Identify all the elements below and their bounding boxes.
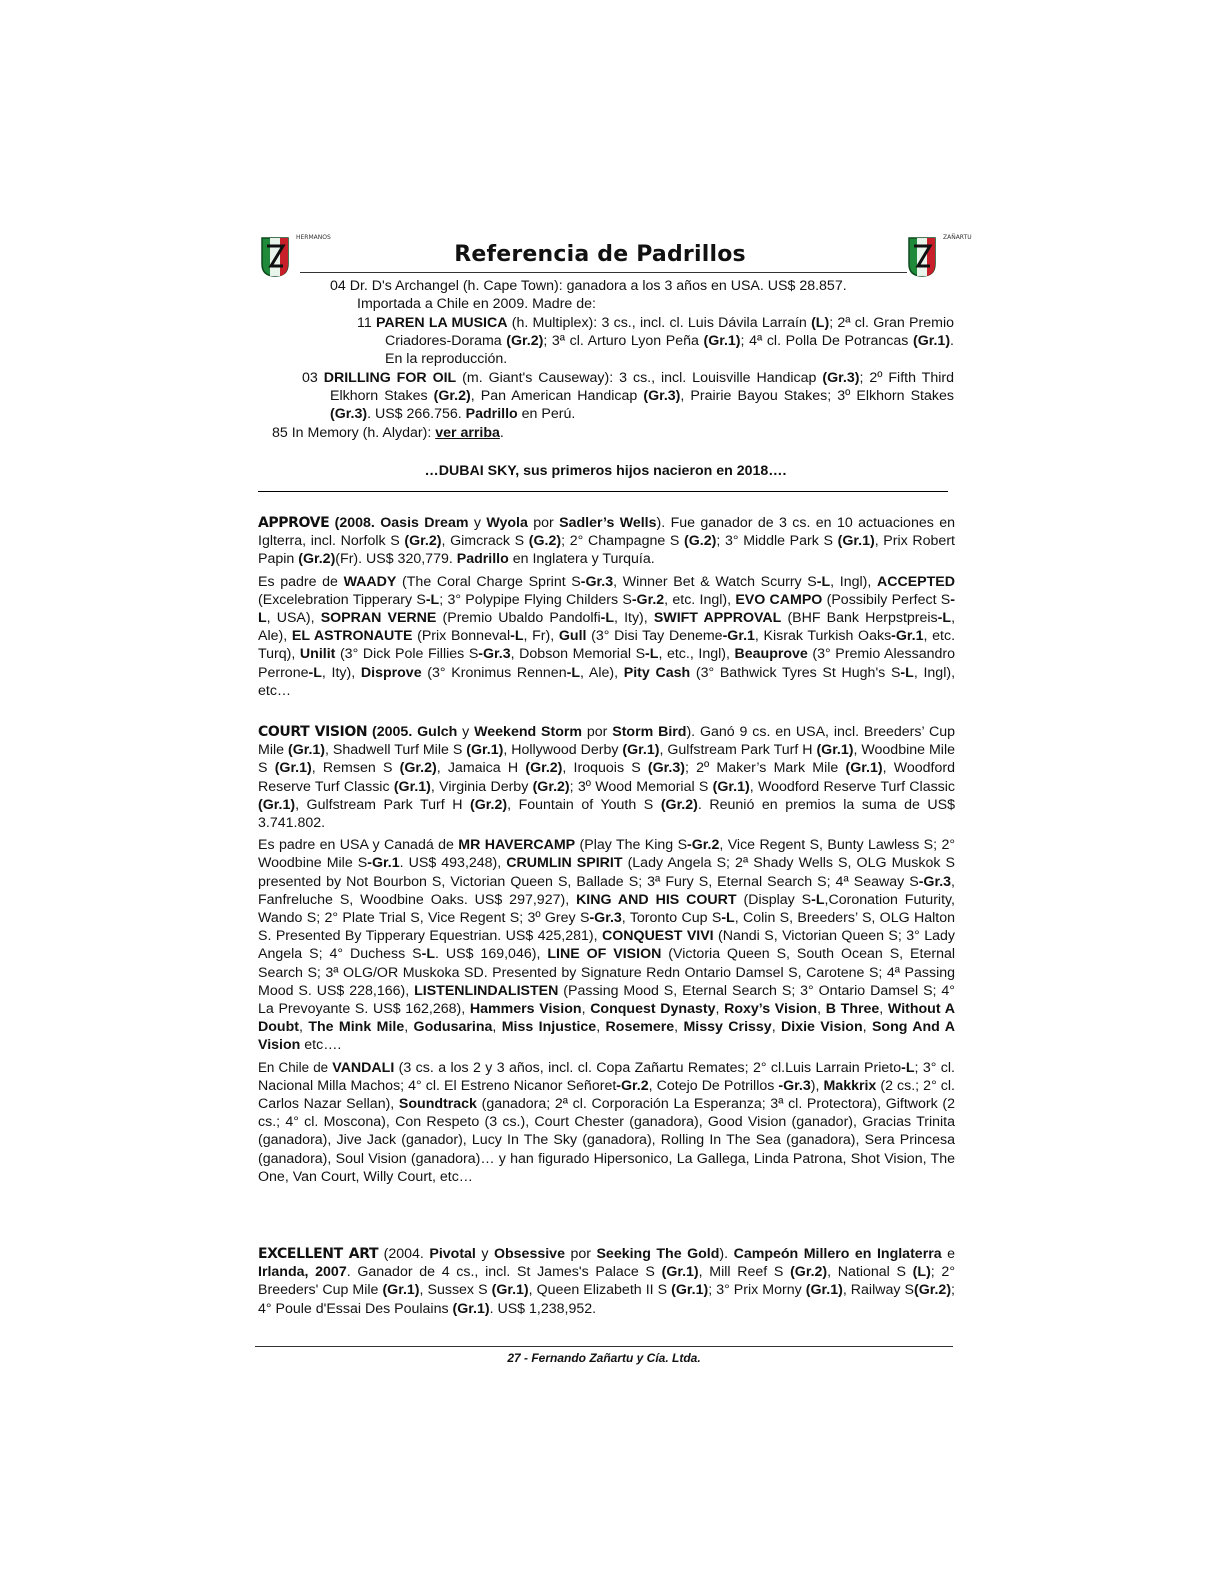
page-title: Referencia de Padrillos — [454, 242, 746, 267]
text-run: WAADY — [343, 573, 397, 590]
pedigree-line-4: 85 In Memory (h. Alydar): ver arriba. — [272, 425, 504, 441]
text-run: -L — [645, 646, 659, 663]
text-run: (Gr.1) — [805, 1282, 843, 1299]
text-run: Seeking The Gold — [596, 1246, 720, 1262]
text-run: . US$ 493,248), — [399, 855, 507, 872]
text-run: , — [879, 1001, 888, 1018]
text-run: Wyola — [486, 515, 528, 531]
text-run: -Gr.3 — [918, 873, 952, 890]
text-run: Makkrix — [823, 1077, 877, 1094]
entry-approve — [258, 514, 955, 700]
text-run: ; 3° Middle Park S — [716, 533, 838, 550]
title-divider — [300, 272, 907, 273]
text-run: , — [298, 1019, 309, 1036]
text-run: Sadler’s Wells — [559, 515, 657, 531]
text-run: ). — [719, 1246, 734, 1262]
text-run: (Gr.1) — [491, 1282, 529, 1299]
text-run: Song And A Vision — [258, 1019, 955, 1054]
text-run: (Gr.1) — [671, 1282, 709, 1299]
text-run: (Passing Mood S, Eternal Search S; 3° Ontario Damsel S; 4° La Prevoyante S. US$ 162,268), — [258, 982, 955, 1018]
text-run: Missy Crissy — [683, 1019, 772, 1036]
text-run: (2004. — [378, 1246, 430, 1262]
announcement: …DUBAI SKY, sus primeros hijos nacieron en 2018…. — [424, 463, 787, 479]
text-run: , Woodbine Mile S — [258, 742, 955, 777]
text-run: (Play The King S — [575, 837, 688, 854]
text-run: ,Coronation Futurity, Wando S; 2° Plate Trial S, Vice Regent S; 3º Grey S — [258, 891, 955, 927]
text-run: , Cotejo De Potrillos — [648, 1077, 779, 1094]
text-run: (Gr.1) — [382, 1282, 420, 1299]
text-run: Es padre de — [258, 573, 344, 590]
text-run: -Gr.2 — [687, 837, 720, 854]
text-run: (Lady Angela S; 2ª Shady Wells S, OLG Muskok S presented by Not Bourbon S, Victorian Queen S, Ballade S; 3ª Fury S, Eternal Search S; 4ª Seaway S — [258, 855, 955, 890]
section-divider — [258, 491, 948, 492]
text-run: ; 2° Breeders' Cup Mile — [258, 1264, 955, 1299]
text-run: , National S — [827, 1264, 913, 1281]
text-run: , — [862, 1019, 872, 1036]
text-run: (2005. Gulch — [367, 724, 458, 740]
text-run: , Queen Elizabeth II S — [528, 1282, 672, 1299]
text-run: , Fr), — [523, 628, 559, 645]
entry-court-vision — [258, 723, 955, 1186]
text-run: (L) — [912, 1264, 931, 1281]
text-run: ; 3º Wood Memorial S — [569, 778, 713, 795]
text-run: ). Fue ganador de 3 cs. en 10 actuaciones en Iglterra, incl. Norfolk S — [258, 515, 955, 550]
text-run: En Chile de — [258, 1059, 333, 1075]
text-run: . Reunió en premios la suma de US$ 3.741.802. — [258, 796, 955, 832]
text-run: Dixie Vision — [781, 1019, 863, 1036]
text-run: (3° Premio Alessandro Perrone — [258, 646, 956, 681]
text-run: (Gr.2) — [532, 778, 570, 795]
text-run: (Gr.2) — [913, 1282, 952, 1299]
text-run: (3 cs. a los 2 y 3 años, incl. cl. Copa Zañartu Remates; 2° cl.Luis Larrain Prieto — [394, 1059, 902, 1076]
text-run: -L — [937, 610, 952, 627]
text-run: Irlanda, 2007 — [258, 1264, 347, 1281]
text-run: , etc. Ingl), — [664, 591, 736, 608]
text-run: (Gr.2) — [399, 760, 437, 777]
pedigree-line-1: 04 Dr. D's Archangel (h. Cape Town): ganadora a los 3 años en USA. US$ 28.857. Importada a Chile en 2009. Madre de: — [330, 278, 847, 313]
text-run: (Gr.2) — [525, 760, 563, 777]
text-run: EVO CAMPO — [735, 591, 823, 608]
text-run: Pivotal — [429, 1246, 476, 1262]
text-run: , — [817, 1001, 826, 1018]
text-run: . Ganador de 4 cs., incl. St James's Palace S — [346, 1264, 662, 1281]
text-run: (Gr.1) — [661, 1264, 699, 1281]
text-run: , Iroquois S — [562, 760, 648, 777]
text-run: , etc. Turq), — [258, 628, 956, 663]
stallion-name: COURT VISION — [258, 724, 368, 740]
text-run: (Gr.1) — [466, 742, 504, 759]
text-run: ACCEPTED — [876, 573, 955, 590]
text-run: (Display S — [736, 891, 812, 908]
text-run: (Prix Bonneval — [412, 628, 511, 645]
text-run: LINE OF VISION — [547, 946, 662, 963]
text-run: (Premio Ubaldo Pandolfi — [436, 610, 601, 627]
text-run: ; 3° Prix Morny — [708, 1282, 806, 1299]
text-run: Roxy’s Vision — [724, 1001, 818, 1018]
text-run: SOPRAN VERNE — [320, 610, 437, 627]
text-run: (Gr.2) — [298, 551, 336, 568]
text-run: y — [475, 1246, 494, 1262]
text-run: (Possibily Perfect S — [822, 591, 951, 608]
text-run: por — [564, 1246, 597, 1262]
text-run: (Nandi S, Victorian Queen S; 3° Lady Angela S; 4° Duchess S — [258, 928, 955, 963]
text-run: KING AND HIS COURT — [576, 891, 737, 908]
text-run: , Gimcrack S — [441, 533, 529, 550]
footer-divider — [255, 1346, 953, 1347]
horseshoe-logo-icon — [905, 234, 939, 278]
text-run: . US$ 169,046), — [435, 946, 548, 963]
text-run: Es padre en USA y Canadá de — [258, 837, 459, 854]
text-run: (2 cs.; 2° cl. Carlos Nazar Sellan), — [258, 1077, 955, 1113]
text-run: por — [527, 515, 560, 531]
text-run: (Gr.2) — [660, 796, 698, 813]
text-run: en Inglatera y Turquía. — [508, 551, 655, 568]
text-run: (Gr.1) — [816, 742, 854, 759]
text-run: CONQUEST VIVI — [602, 928, 714, 945]
text-run: , Prix Robert Papin — [258, 533, 955, 568]
text-run: -L — [901, 1059, 915, 1076]
text-run: , Jamaica H — [436, 760, 526, 777]
text-run: y — [468, 515, 487, 531]
text-run: (Gr.3) — [647, 760, 685, 777]
text-run: -Gr.3 — [580, 573, 614, 590]
text-run: , Sussex S — [419, 1282, 492, 1299]
text-run: , Fanfreluche S, Woodbine Oaks. US$ 297,927), — [258, 873, 955, 908]
text-run: SWIFT APPROVAL — [653, 610, 782, 627]
text-run: -L — [258, 591, 955, 627]
stallion-name: EXCELLENT ART — [258, 1246, 379, 1262]
text-run: Rosemere — [605, 1019, 675, 1036]
text-run: Hammers Vision — [469, 1001, 582, 1018]
text-run: por — [582, 724, 613, 740]
text-run: (Gr.1) — [258, 796, 296, 813]
text-run: , Mill Reef S — [698, 1264, 791, 1281]
text-run: , — [404, 1019, 414, 1036]
text-run: (The Coral Charge Sprint S — [396, 573, 581, 590]
text-run: ). Ganó 9 cs. en USA, incl. Breeders’ Cup Mile — [258, 724, 956, 759]
text-run: , Toronto Cup S — [621, 910, 722, 927]
text-run: -L — [816, 573, 831, 590]
logo-side-text: HERMANOS — [296, 234, 331, 241]
text-run: -L — [425, 591, 440, 608]
text-run: (Gr.1) — [287, 742, 326, 759]
text-run: y — [457, 724, 475, 740]
horseshoe-logo-icon — [258, 234, 292, 278]
text-run: VANDALI — [332, 1059, 395, 1076]
text-run: , USA), — [266, 610, 321, 627]
text-run: Padrillo — [456, 551, 509, 568]
text-run: Unilit — [299, 646, 336, 663]
text-run: Soundtrack — [398, 1096, 477, 1113]
text-run: Disprove — [360, 664, 422, 681]
text-run: , Colin S, Breeders’ S, OLG Halton S. Presented By Tipperary Equestrian. US$ 425,281), — [258, 910, 955, 945]
text-run: , Ale), — [580, 664, 624, 681]
text-run: (Gr.2) — [404, 533, 442, 550]
text-run: . US$ 1,238,952. — [489, 1300, 597, 1317]
text-run: (3° Bathwick Tyres St Hugh's S — [690, 664, 901, 681]
text-run: ; 2º Maker’s Mark Mile — [684, 760, 846, 777]
text-run: , Ingl), etc… — [258, 664, 956, 699]
text-run: ), — [810, 1077, 824, 1094]
text-run: -Gr.2 — [631, 591, 665, 608]
text-run: (Gr.1) — [393, 778, 431, 795]
text-run: Miss Injustice — [501, 1019, 597, 1036]
text-run: , Shadwell Turf Mile S — [325, 742, 467, 759]
logo-side-text: ZAÑARTU — [943, 234, 972, 241]
text-run: (Gr.1) — [845, 760, 883, 777]
text-run: (2008. Oasis Dream — [329, 515, 469, 531]
text-run: , Ity), — [614, 610, 654, 627]
text-run: , Ity), — [321, 664, 361, 681]
text-run: LISTENLINDALISTEN — [414, 982, 559, 999]
text-run: Campeón Millero en Inglaterra — [733, 1246, 942, 1262]
text-run: -L — [721, 910, 735, 927]
text-run: , Dobson Memorial S — [510, 646, 646, 663]
text-run: -L — [566, 664, 580, 681]
pedigree-line-2: 11 PAREN LA MUSICA (h. Multiplex): 3 cs., incl. cl. Luis Dávila Larraín (L); 2ª cl. Gran Premio Criadores-Dorama (Gr.2); 3ª cl. Arturo Lyon Peña (Gr.1); 4ª cl. Polla De Potrancas (Gr.1). En la reproducción. — [357, 315, 954, 368]
text-run: , Gulfstream Park Turf H — [295, 796, 471, 813]
text-run: Beauprove — [734, 646, 808, 663]
text-run: (Victoria Queen S, South Ocean S, Eternal Search S; 3ª OLG/OR Muskoka SD. Presented by Signature Redn Ontario Damsel S, Carotene S; 4ª Passing Mood S. US$ 228,166), — [258, 946, 955, 999]
text-run: -L — [600, 610, 615, 627]
text-run: Without A Doubt — [258, 1001, 955, 1036]
text-run: -Gr.3 — [589, 910, 622, 927]
text-run: (Excelebration Tipperary S — [258, 591, 426, 608]
logo-right — [905, 234, 972, 280]
text-run: The Mink Mile — [308, 1019, 405, 1036]
text-run: , Fountain of Youth S — [507, 796, 661, 813]
text-run: (Gr.1) — [452, 1300, 490, 1317]
text-run: , Vice Regent S, Bunty Lawless S; 2° Woodbine Mile S — [258, 837, 956, 872]
text-run: (BHF Bank Herpstpreis — [781, 610, 938, 627]
text-run: -L — [900, 664, 914, 681]
text-run: , Remsen S — [311, 760, 400, 777]
text-run: ; 3° cl. Nacional Milla Machos; 4° cl. El Estreno Nicanor Señoret — [258, 1059, 955, 1094]
text-run: , Hollywood Derby — [503, 742, 623, 759]
text-run: (Gr.1) — [622, 742, 660, 759]
text-run: , — [581, 1001, 591, 1018]
text-run: etc…. — [300, 1037, 342, 1054]
text-run: CRUMLIN SPIRIT — [506, 855, 623, 872]
text-run: -L — [510, 628, 524, 645]
text-run: -L — [308, 664, 322, 681]
text-run: Gull — [558, 628, 587, 645]
text-run: -Gr.3 — [478, 646, 511, 663]
entry-excellent-art — [258, 1245, 955, 1318]
text-run: Weekend Storm — [474, 724, 583, 740]
text-run: , — [771, 1019, 782, 1036]
text-run: Obsessive — [493, 1246, 565, 1262]
text-run: (Gr.1) — [712, 778, 750, 795]
text-run: (G.2) — [528, 533, 562, 550]
text-run: , Kisrak Turkish Oaks — [754, 628, 892, 645]
text-run: -Gr.3 — [778, 1077, 811, 1094]
text-run: Storm Bird — [612, 724, 687, 740]
text-run: , etc., Ingl), — [658, 646, 735, 663]
text-run: , Ale), — [258, 610, 956, 645]
text-run: , Railway S — [842, 1282, 914, 1299]
text-run: -L — [421, 946, 435, 963]
text-run: (G.2) — [684, 533, 717, 550]
text-run: (3° Disi Tay Deneme — [586, 628, 723, 645]
text-run: (Gr.2) — [470, 796, 508, 813]
text-run: , — [674, 1019, 684, 1036]
text-run: Conquest Dynasty — [590, 1001, 716, 1018]
text-run: , Virginia Derby — [430, 778, 533, 795]
text-run: , Woodford Reserve Turf Classic — [258, 760, 955, 795]
text-run: , Gulfstream Park Turf H — [659, 742, 817, 759]
text-run: , Woodford Reserve Turf Classic — [749, 778, 956, 795]
text-run: B Three — [825, 1001, 880, 1018]
text-run: MR HAVERCAMP — [458, 837, 576, 854]
text-run: (Gr.1) — [274, 760, 312, 777]
text-run: ; 4° Poule d'Essai Des Poulains — [258, 1282, 955, 1317]
text-run: Pity Cash — [623, 664, 691, 681]
text-run: -Gr.1 — [722, 628, 755, 645]
text-run: -L — [811, 891, 825, 908]
ver-arriba-link[interactable]: ver arriba — [435, 425, 500, 441]
text-run: ; 3° Polypipe Flying Childers S — [439, 591, 632, 608]
text-run: , — [492, 1019, 502, 1036]
text-run: (3° Dick Pole Fillies S — [335, 646, 479, 663]
text-run: (Gr.1) — [837, 533, 875, 550]
text-run: , Winner Bet & Watch Scurry S — [613, 573, 817, 590]
text-run: (Fr). US$ 320,779. — [335, 551, 457, 568]
text-run: -Gr.1 — [367, 855, 400, 872]
text-run: ; 2° Champagne S — [561, 533, 685, 550]
text-run: -Gr.1 — [891, 628, 924, 645]
text-run: e — [941, 1246, 956, 1262]
text-run: , — [715, 1001, 725, 1018]
text-run: (ganadora; 2ª cl. Corporación La Esperanza; 3ª cl. Protectora), Giftwork (2 cs.; 4° cl. Moscona), Con Respeto (3 cs.), Court Chester (ganadora), Good Vision (ganador), Gracias Trinita (ganadora), Jive Jack (ganador), Lucy In The Sky (ganadora), Rolling In The Sea (ganadora), Sera Princesa (ganadora), Soul Vision (ganadora)… y han figurado Hipersonico, La Gallega, Linda Patrona, Shot Vision, The One, Van Court, Willy Court, etc… — [258, 1096, 955, 1185]
text-run: -Gr.2 — [616, 1077, 649, 1094]
page-footer: 27 - Fernando Zañartu y Cía. Ltda. — [507, 1351, 701, 1365]
text-run: (Gr.2) — [790, 1264, 828, 1281]
text-run: EL ASTRONAUTE — [291, 628, 413, 645]
text-run: , — [596, 1019, 606, 1036]
text-run: , Ingl), — [830, 573, 877, 590]
pedigree-line-3: 03 DRILLING FOR OIL (m. Giant's Causeway): 3 cs., incl. Louisville Handicap (Gr.3); 2º Fifth Third Elkhorn Stakes (Gr.2), Pan American Handicap (Gr.3), Prairie Bayou Stakes; 3º Elkhorn Stakes (Gr.3). US$ 266.756. Padrillo en Perú. — [302, 370, 954, 423]
text-run: Godusarina — [413, 1019, 493, 1036]
text-run: (3° Kronimus Rennen — [421, 664, 567, 681]
stallion-name: APPROVE — [258, 515, 330, 531]
